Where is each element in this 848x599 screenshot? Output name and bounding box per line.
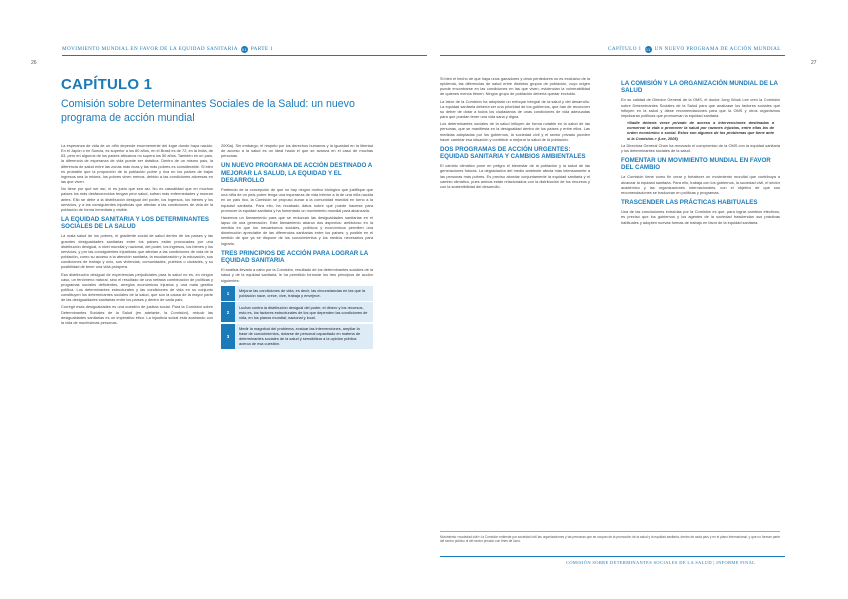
header-rule-left	[62, 55, 427, 56]
paragraph: El cambio climático pone en peligro el bienestar de la población y la salud de las generaciones futuras. La degradación del medio ambiente afecta más intensamente a las personas más pobres. Es preciso abordar conjuntamente la equidad sanitaria y el cambio climático, pues ambos están relacionados con la distribución de los recursos y con la sostenibilidad del desarrollo.	[440, 163, 590, 189]
paragraph: La labor de la Comisión ha adoptado un enfoque integral de la salud y del desarrollo. La equidad sanitaria debería ser una prioridad de los gobiernos, que han de reconocer su deber de dotar a todos los ciudadanos de unas condiciones de vida adecuadas para que puedan tener una vida sana y digna.	[440, 98, 590, 120]
header-rule-right	[440, 55, 785, 56]
paragraph: No tiene por qué ser así, ni es justo que sea así. No es casualidad que en muchos países los más desfavorecidos tengan peor salud, sufran más enfermedades y mueran antes. Ello se debe a la distribución desigual del poder, los ingresos, los bienes y los servicios, y a las consiguientes injusticias que afectan a las condiciones de vida de la población de forma inmediata y visible.	[61, 186, 213, 212]
left-running-title: MOVIMIENTO MUNDIAL EN FAVOR DE LA EQUIDAD SANITARIA	[62, 46, 238, 52]
section-heading: UN NUEVO PROGRAMA DE ACCIÓN DESTINADO A MEJORAR LA SALUD, LA EQUIDAD Y EL DESARROLLO	[221, 162, 373, 184]
section-heading: TRASCENDER LAS PRÁCTICAS HABITUALES	[621, 199, 758, 206]
principle-number: 1	[221, 286, 235, 301]
principle-number: 3	[221, 324, 235, 349]
column-4	[621, 76, 780, 227]
column-1	[61, 143, 213, 327]
paragraph: Una de las conclusiones extraídas por la Comisión es que, para lograr cambios efectivos, es preciso que los gobiernos y los agentes de la sociedad trasciendan sus prácticas habituales y adopten nuevas formas de trabajo en favor de la equidad sanitaria.	[621, 209, 780, 225]
section-heading: TRES PRINCIPIOS DE ACCIÓN PARA LOGRAR LA EQUIDAD SANITARIA	[221, 249, 369, 264]
principle-text: Mejorar las condiciones de vida, es decir, las circunstancias en las que la población nace, crece, vive, trabaja y envejece.	[239, 288, 366, 299]
paragraph: La mala salud de los pobres, el gradiente social de salud dentro de los países y las grandes desigualdades sanitarias entre los países están provocadas por una distribución desigual, a nivel mundial y nacional, del poder, los ingresos, los bienes y los servicios, y por las consiguientes injusticias que afectan a las condiciones de vida de la población, como su acceso a la atención sanitaria, la escolarización y la educación, sus condiciones de trabajo y ocio, sus viviendas, comunidades, pueblos o ciudades, y su posibilidad de tener una vida próspera.	[61, 233, 213, 270]
right-running-chapter: CAPÍTULO 1	[608, 46, 642, 52]
paragraph: Los determinantes sociales de la salud influyen de forma notable en la salud de las personas, que se manifiesta en la desigualdad dentro de los países y entre ellos. Las medidas adoptadas por los gobiernos, la sociedad civil y el sector privado pueden hacer cambiar esa situación y contribuir a mejorar la salud de la población.	[440, 121, 590, 142]
principle-item	[221, 302, 373, 322]
chapter-title: CAPÍTULO 1	[61, 76, 153, 93]
principles-box	[221, 286, 373, 349]
paragraph: Hacemos un llamamiento para que se reduzcan las desigualdades sanitarias en el lapso de una generación. Este llamamiento abarca dos aspectos: ambicioso en la medida en que los mecanismos sociales, políticos y económicos permiten una disminución apreciable de las diferencias sanitarias entre los países; y posible en el sentido de que ya se dispone de los conocimientos y los medios necesarios para lograrlo.	[221, 214, 373, 246]
paragraph: En su calidad de Director General de la OMS, el doctor Jong Wook Lee creó la Comisión sobre Determinantes Sociales de la Salud para que analizase los factores sociales que influyen en la salud y diese recomendaciones para que la OMS y otros organismos impulsaran políticas que promuevan la equidad sanitaria.	[621, 97, 780, 118]
principle-item	[221, 286, 373, 301]
chapter-dot-icon: 01	[645, 46, 651, 52]
left-page-number: 26	[31, 60, 37, 66]
right-page-number: 27	[811, 60, 817, 66]
chapter-subtitle: Comisión sobre Determinantes Sociales de la Salud: un nuevo programa de acción mundial	[61, 98, 355, 124]
left-running-head	[62, 45, 273, 53]
section-heading: LA EQUIDAD SANITARIA Y LOS DETERMINANTES SOCIALES DE LA SALUD	[61, 216, 210, 231]
paragraph: La Comisión tiene como fin crear y fortalecer un movimiento mundial que contribuya a alcanzar la equidad sanitaria. Para ello, trabaja con los gobiernos, la sociedad civil, el sector académico y las organizaciones internacionales, con el objetivo de que sus recomendaciones se traduzcan en políticas y programas.	[621, 174, 780, 195]
principle-item	[221, 324, 373, 349]
paragraph: Corregir esas desigualdades es una cuestión de justicia social. Para la Comisión sobre Determinantes Sociales de la Salud (en adelante, la Comisión), reducir las desigualdades sanitarias es un imperativo ético. La injusticia social está acabando con la vida de muchísimas personas.	[61, 304, 213, 325]
footnote: Movimiento «sociedad civil»: la Comisión entiende por sociedad civil las organizaciones y las personas que se ocupan de la promoción de la salud y la equidad sanitaria, dentro de cada país y en el plano internacional, y que no forman parte del sector público ni del sector privado con fines de lucro.	[440, 531, 780, 543]
right-running-head	[608, 45, 781, 53]
paragraph: Esa distribución desigual de experiencias perjudiciales para la salud no es, en ningún caso, un fenómeno natural, sino el resultado de una nefasta combinación de políticas y programas sociales deficientes, arreglos económicos injustos y una mala gestión política. Los determinantes estructurales y las condiciones de vida en su conjunto constituyen los determinantes sociales de la salud, que son la causa de la mayor parte de las desigualdades sanitarias entre los países y dentro de cada país.	[61, 271, 213, 303]
paragraph: La esperanza de vida de un niño depende enormemente del lugar donde haya nacido. En el Japón o en Suecia, es superior a los 80 años, en el Brasil es de 72, en la India, de 63, pero en algunos de los países africanos no supera los 50 años. También en un país, la diferencia de esperanza de vida puede ser drástica. Dentro de un mismo país, la diferencia de salud entre las zonas más ricas y las más pobres es considerable. Si bien es probable que la proporción de la población pobre y rica en los países de bajos ingresos sea la misma, los pobres viven menos, debido a las condiciones adversas en las que viven.	[61, 143, 213, 185]
footer-rule	[440, 556, 785, 557]
section-heading: LA COMISIÓN Y LA ORGANIZACIÓN MUNDIAL DE LA SALUD	[621, 80, 778, 95]
running-footer: COMISIÓN SOBRE DETERMINANTES SOCIALES DE LA SALUD | INFORME FINAL	[566, 560, 756, 565]
paragraph: 2000a). Sin embargo, el respeto por los derechos humanos y la igualdad en la libertad de acceso a la salud es un ideal hacia el que se avanza en el caso de muchas personas.	[221, 143, 373, 159]
principle-number: 2	[221, 302, 235, 322]
principle-text: Luchar contra la distribución desigual del poder, el dinero y los recursos, esto es, los factores estructurales de los que dependen las condiciones de vida, en los planos mundial, nacional y local.	[239, 304, 368, 320]
pull-quote: «Nadie debería verse privado de acceso a intervenciones destinadas a conservar la vida o promover la salud por razones injustas, entre ellas las de orden económico o social. Estos son algunos de los problemas que tiene ante sí la Comisión.» (Lee, 2005)	[627, 120, 774, 141]
section-heading: FOMENTAR UN MOVIMIENTO MUNDIAL EN FAVOR DEL CAMBIO	[621, 156, 771, 172]
part-dot-icon: 01	[241, 46, 247, 52]
section-heading: DOS PROGRAMAS DE ACCIÓN URGENTES: EQUIDAD SANITARIA Y CAMBIOS AMBIENTALES	[440, 145, 586, 161]
column-2	[221, 143, 373, 352]
column-3	[440, 76, 590, 191]
right-running-title: UN NUEVO PROGRAMA DE ACCIÓN MUNDIAL	[654, 46, 781, 52]
paragraph: El análisis llevado a cabo por la Comisión, resultado de los determinantes sociales de la salud y de la equidad sanitaria, le ha permitido formular los tres principios de acción siguientes:	[221, 267, 373, 283]
paragraph: La Directora General Chan ha renovado el compromiso de la OMS con la equidad sanitaria y los determinantes sociales de la salud.	[621, 142, 780, 153]
principle-text: Medir la magnitud del problema, evaluar las intervenciones, ampliar la base de conocimientos, dotarse de personal capacitado en materia de determinantes sociales de la salud y sensibilizar a la opinión pública acerca de esa cuestión.	[239, 326, 361, 347]
paragraph: Si bien el hecho de que haya unos ganadores y otros perdedores no es exclusivo de la epidemia, las diferencias de salud entre distintos grupos de población, cuyo origen puede encontrarse en las condiciones en las que viven, evidencian la vulnerabilidad de quienes menos tienen. Ningún grupo de población debería quedar excluido.	[440, 76, 590, 97]
left-running-part: PARTE 1	[250, 46, 274, 52]
paragraph: Partiendo de la concepción de que no hay ningún motivo biológico que justifique que una niña de un país pobre tenga una esperanza de vida inferior a la de una niña nacida en un país rico, la Comisión se propuso aunar a la comunidad mundial en torno a la equidad sanitaria. Para ello, ha recabado datos sobre qué puede hacerse para promover la equidad sanitaria y ha fomentado un movimiento mundial para alcanzarla.	[221, 187, 373, 213]
